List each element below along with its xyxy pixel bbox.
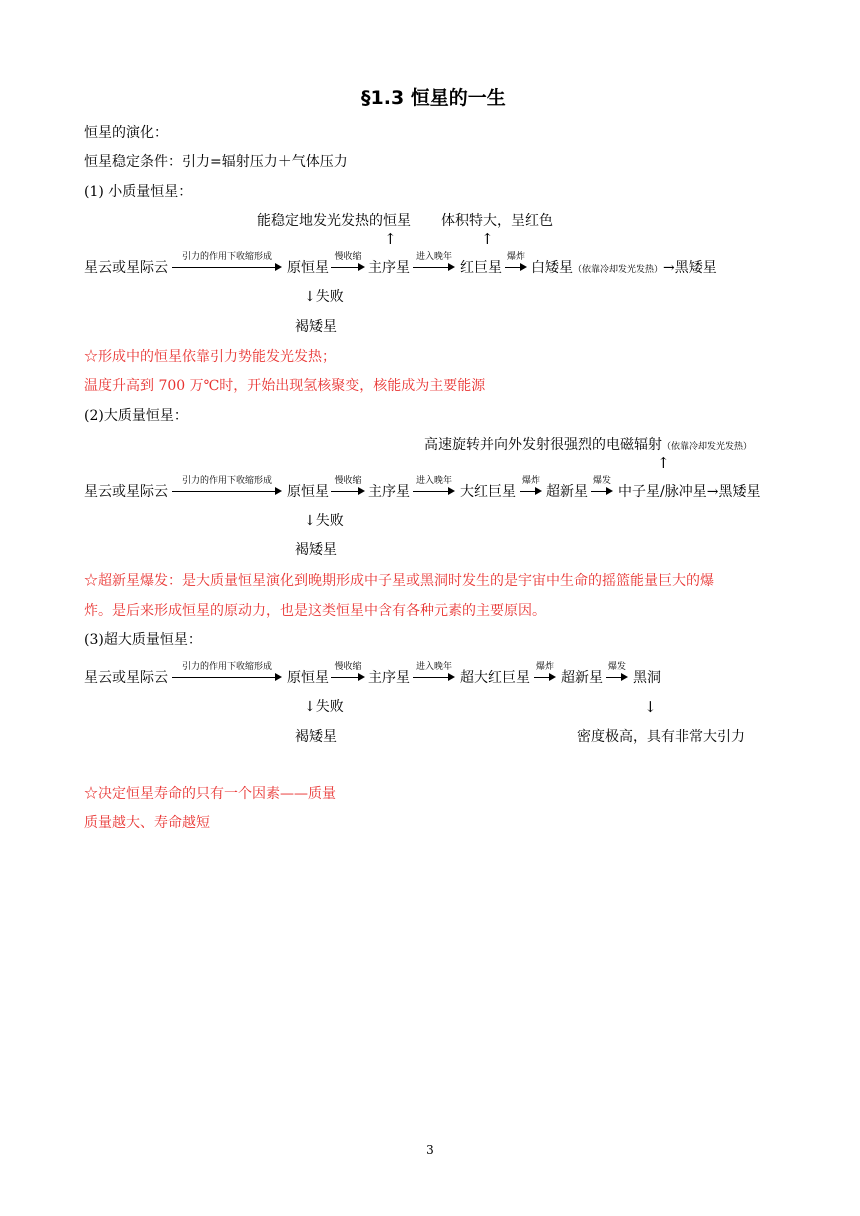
large-note-radiation: 高速旋转并向外发射很强烈的电磁辐射（依靠冷却发光发热） [424, 437, 753, 453]
right-arrow-icon [172, 487, 282, 497]
small-note-stable: 能稳定地发光发热的恒星 [257, 213, 411, 229]
right-arrow-icon [172, 263, 282, 273]
right-arrow-icon [505, 263, 527, 273]
super-mass-heading: (3)超大质量恒星： [84, 632, 202, 648]
small-fail: ↓失败 [304, 289, 344, 305]
supernova-note-2: 炸。是后来形成恒星的原动力，也是这类恒星中含有各种元素的主要原因。 [84, 603, 546, 619]
black-hole-note: 密度极高，具有非常大引力 [577, 729, 745, 745]
down-arrow-icon: ↓ [644, 698, 657, 716]
small-red-giant: 红巨星 [460, 260, 502, 276]
arrow-label-explode: 爆炸 [521, 476, 540, 486]
right-arrow-icon [606, 673, 628, 683]
right-arrow-icon [534, 673, 556, 683]
arrow-label-gravity: 引力的作用下收缩形成 [181, 662, 272, 672]
right-arrow-icon [331, 487, 365, 497]
arrow-label-explode: 爆炸 [506, 252, 525, 262]
right-arrow-icon [413, 263, 455, 273]
arrow-label-erupt: 爆发 [607, 662, 626, 672]
right-arrow-icon [331, 673, 365, 683]
intro-heading: 恒星的演化： [84, 125, 168, 141]
super-black-hole: 黑洞 [633, 670, 661, 686]
arrow-label-late: 进入晚年 [415, 662, 452, 672]
arrow-label-explode: 爆炸 [535, 662, 554, 672]
super-brown-dwarf: 褐矮星 [295, 729, 337, 745]
down-arrow-icon: ↓ [304, 699, 316, 715]
right-arrow-icon [520, 487, 542, 497]
small-protostar: 原恒星 [287, 260, 329, 276]
large-main-sequence: 主序星 [368, 484, 410, 500]
large-neutron-star: 中子星/脉冲星→黑矮星 [618, 484, 761, 500]
small-brown-dwarf: 褐矮星 [295, 319, 337, 335]
arrow-label-gravity: 引力的作用下收缩形成 [181, 476, 272, 486]
conclusion-line-1: ☆决定恒星寿命的只有一个因素——质量 [84, 786, 336, 802]
large-supernova: 超新星 [546, 484, 588, 500]
star-note-fusion: 温度升高到 700 万℃时，开始出现氢核聚变，核能成为主要能源 [84, 378, 486, 394]
page-title: §1.3 恒星的一生 [361, 87, 506, 109]
conclusion-line-2: 质量越大、寿命越短 [84, 815, 210, 831]
page-number: 3 [426, 1143, 434, 1157]
up-arrow-icon: ↑ [384, 230, 397, 248]
right-arrow-icon [172, 673, 282, 683]
arrow-label-late: 进入晚年 [415, 252, 452, 262]
stability-condition: 恒星稳定条件：引力=辐射压力＋气体压力 [84, 154, 348, 170]
large-red-giant: 大红巨星 [460, 484, 516, 500]
supernova-note-1: ☆超新星爆发：是大质量恒星演化到晚期形成中子星或黑洞时发生的是宇宙中生命的摇篮能量巨大的爆 [84, 573, 714, 589]
arrow-label-slow: 慢收缩 [334, 252, 362, 262]
small-mass-heading: (1) 小质量恒星： [84, 184, 193, 200]
arrow-label-slow: 慢收缩 [334, 662, 362, 672]
up-arrow-icon: ↑ [481, 230, 494, 248]
right-arrow-icon [413, 487, 455, 497]
super-protostar: 原恒星 [287, 670, 329, 686]
large-brown-dwarf: 褐矮星 [295, 542, 337, 558]
small-nebula: 星云或星际云 [84, 260, 168, 276]
right-arrow-icon [413, 673, 455, 683]
super-supernova: 超新星 [561, 670, 603, 686]
arrow-label-slow: 慢收缩 [334, 476, 362, 486]
arrow-label-late: 进入晚年 [415, 476, 452, 486]
right-arrow-icon [331, 263, 365, 273]
small-main-sequence: 主序星 [368, 260, 410, 276]
super-nebula: 星云或星际云 [84, 670, 168, 686]
right-arrow-icon [591, 487, 613, 497]
large-nebula: 星云或星际云 [84, 484, 168, 500]
large-protostar: 原恒星 [287, 484, 329, 500]
large-mass-heading: (2)大质量恒星： [84, 408, 188, 424]
super-red-giant: 超大红巨星 [460, 670, 530, 686]
small-note-redgiant: 体积特大，呈红色 [441, 213, 553, 229]
super-main-sequence: 主序星 [368, 670, 410, 686]
large-fail: ↓失败 [304, 513, 344, 529]
down-arrow-icon: ↓ [304, 513, 316, 529]
up-arrow-icon: ↑ [657, 454, 670, 472]
star-note-forming: ☆形成中的恒星依靠引力势能发光发热； [84, 349, 336, 365]
down-arrow-icon: ↓ [304, 289, 316, 305]
arrow-label-gravity: 引力的作用下收缩形成 [181, 252, 272, 262]
small-white-dwarf: 白矮星（依靠冷却发光发热）→黑矮星 [531, 260, 717, 276]
super-fail: ↓失败 [304, 699, 344, 715]
arrow-label-erupt: 爆发 [592, 476, 611, 486]
